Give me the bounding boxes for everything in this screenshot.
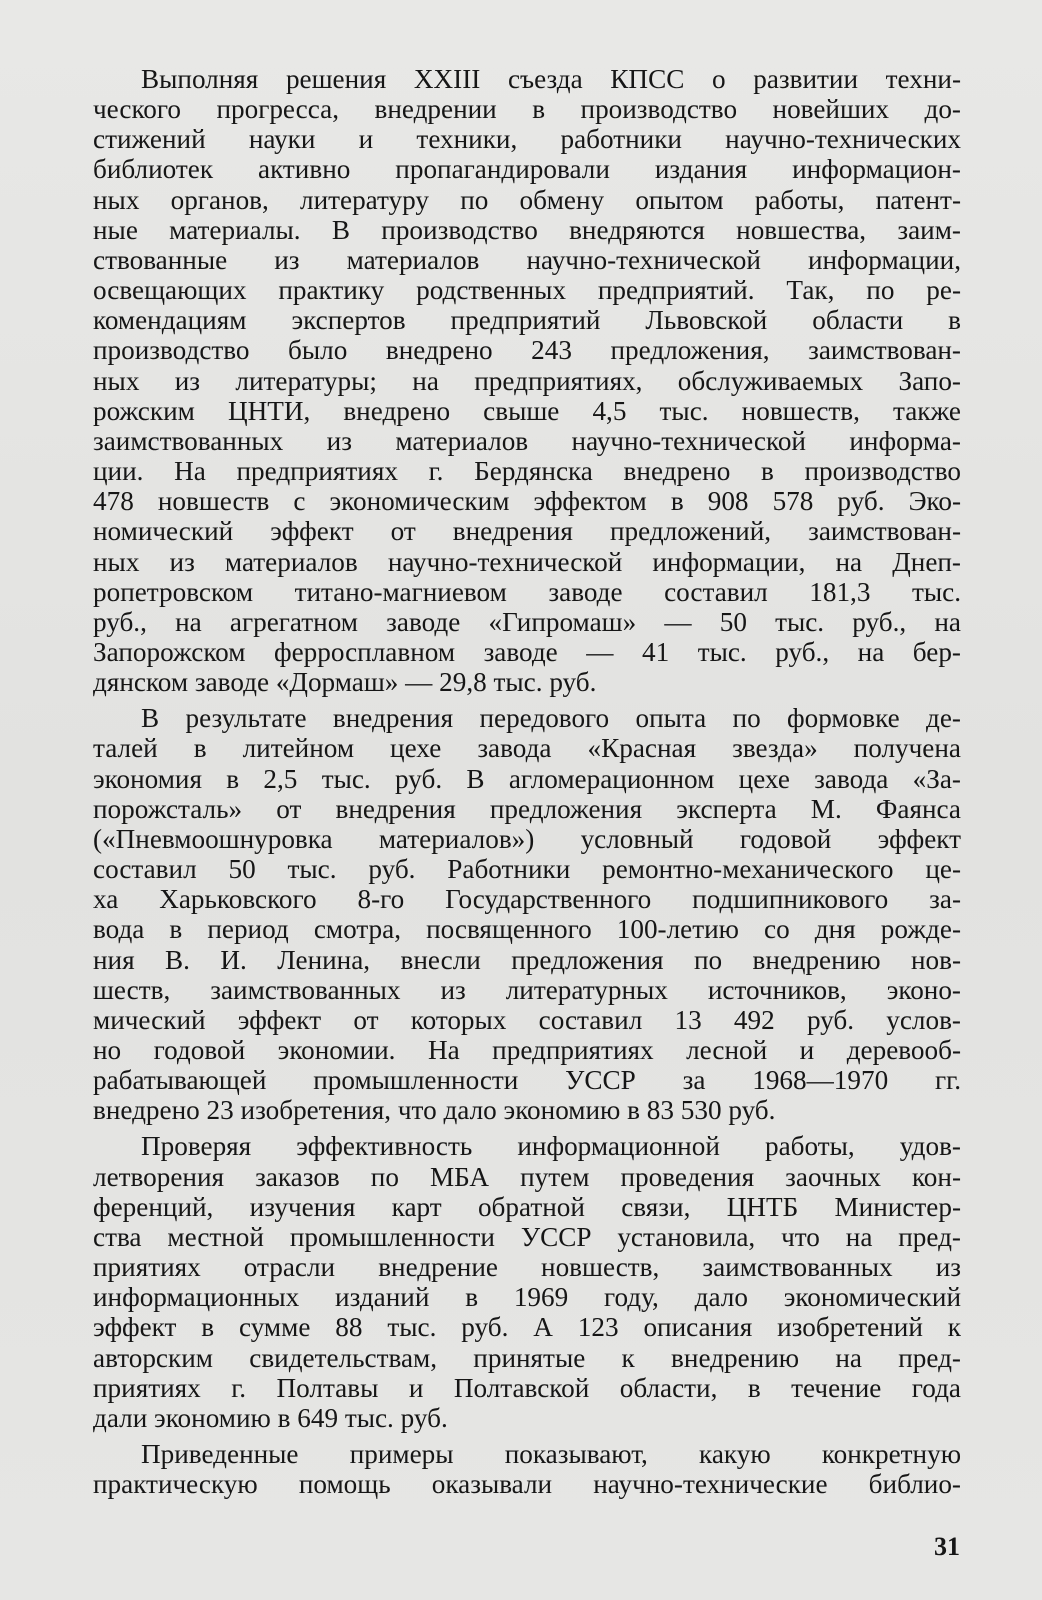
text-line: ропетровском титано-магниевом заводе составил 181,3 тыс. — [93, 576, 961, 607]
text-line: внедрено 23 изобретения, что дало экономию в 83 530 руб. — [93, 1095, 776, 1126]
text-line: номический эффект от внедрения предложений, заимствован- — [93, 516, 961, 547]
text-line: авторским свидетельствам, принятые к внедрению на пред- — [93, 1342, 961, 1373]
text-line: В результате внедрения передового опыта по формовке де- — [141, 703, 961, 734]
text-line: ных органов, литературу по обмену опытом работы, патент- — [93, 184, 961, 215]
text-line: 478 новшеств с экономическим эффектом в 908 578 руб. Эко- — [93, 486, 961, 517]
text-line: талей в литейном цехе завода «Красная звезда» получена — [93, 733, 961, 764]
body-text — [93, 64, 961, 1499]
text-line: ха Харьковского 8-го Государственного подшипникового за- — [93, 884, 961, 915]
paragraph — [93, 1439, 961, 1499]
text-line: дали экономию в 649 тыс. руб. — [93, 1402, 448, 1433]
text-line: Выполняя решения XXIII съезда КПСС о развитии техни- — [141, 64, 961, 94]
text-line: комендациям экспертов предприятий Львовской области в — [93, 305, 961, 336]
text-line: руб., на агрегатном заводе «Гипромаш» — 50 тыс. руб., на — [93, 606, 961, 637]
text-line: но годовой экономии. На предприятиях лесной и деревооб- — [93, 1035, 961, 1065]
text-line: ции. На предприятиях г. Бердянска внедрено в производство — [93, 456, 961, 487]
text-line: Приведенные примеры показывают, какую конкретную — [141, 1439, 961, 1470]
text-line: ния В. И. Ленина, внесли предложения по внедрению нов- — [93, 944, 961, 975]
paragraph — [93, 703, 961, 1125]
text-line: ческого прогресса, внедрении в производство новейших до- — [93, 94, 961, 125]
paragraph — [93, 64, 961, 697]
text-line: информационных изданий в 1969 году, дало экономический — [93, 1282, 961, 1313]
text-line: порожсталь» от внедрения предложения эксперта М. Фаянса — [93, 793, 961, 824]
text-line: ства местной промышленности УССР установила, что на пред- — [93, 1221, 961, 1252]
text-line: шеств, заимствованных из литературных источников, эконо- — [93, 974, 961, 1005]
text-line: ференций, изучения карт обратной связи, ЦНТБ Министер- — [93, 1191, 961, 1222]
text-line: заимствованных из материалов научно-технической информа- — [93, 425, 961, 456]
text-line: дянском заводе «Дормаш» — 29,8 тыс. руб. — [93, 667, 597, 698]
text-line: летворения заказов по МБА путем проведения заочных кон- — [93, 1161, 961, 1192]
text-line: библиотек активно пропагандировали издания информацион- — [93, 154, 961, 185]
text-line: ствованные из материалов научно-технической информации, — [93, 244, 961, 275]
text-line: практическую помощь оказывали научно-технические библио- — [93, 1469, 961, 1500]
text-line: ных из материалов научно-технической информации, на Днеп- — [93, 546, 961, 577]
text-line: вода в период смотра, посвященного 100-летию со дня рожде- — [93, 914, 961, 945]
text-line: мический эффект от которых составил 13 492 руб. услов- — [93, 1004, 961, 1035]
text-line: экономия в 2,5 тыс. руб. В агломерационном цехе завода «За- — [93, 763, 961, 794]
text-line: ных из литературы; на предприятиях, обслуживаемых Запо- — [93, 365, 961, 396]
text-line: стижений науки и техники, работники научно-технических — [93, 124, 961, 155]
text-line: освещающих практику родственных предприятий. Так, по ре- — [93, 275, 961, 306]
text-line: Проверяя эффективность информационной работы, удов- — [141, 1131, 961, 1162]
text-line: приятиях отрасли внедрение новшеств, заимствованных из — [93, 1252, 961, 1283]
text-line: рожским ЦНТИ, внедрено свыше 4,5 тыс. новшеств, также — [93, 395, 961, 426]
text-line: Запорожском ферросплавном заводе — 41 тыс. руб., на бер- — [93, 636, 961, 667]
page-number: 31 — [934, 1532, 960, 1561]
text-line: составил 50 тыс. руб. Работники ремонтно-механического це- — [93, 854, 961, 885]
text-line: производство было внедрено 243 предложения, заимствован- — [93, 335, 961, 366]
text-line: приятиях г. Полтавы и Полтавской области, в течение года — [93, 1372, 961, 1403]
paragraph — [93, 1131, 961, 1433]
text-line: («Пневмоошнуровка материалов») условный годовой эффект — [93, 823, 961, 854]
text-line: эффект в сумме 88 тыс. руб. А 123 описания изобретений к — [93, 1312, 961, 1343]
text-line: рабатывающей промышленности УССР за 1968—1970 гг. — [93, 1065, 961, 1096]
text-line: ные материалы. В производство внедряются новшества, заим- — [93, 214, 961, 245]
